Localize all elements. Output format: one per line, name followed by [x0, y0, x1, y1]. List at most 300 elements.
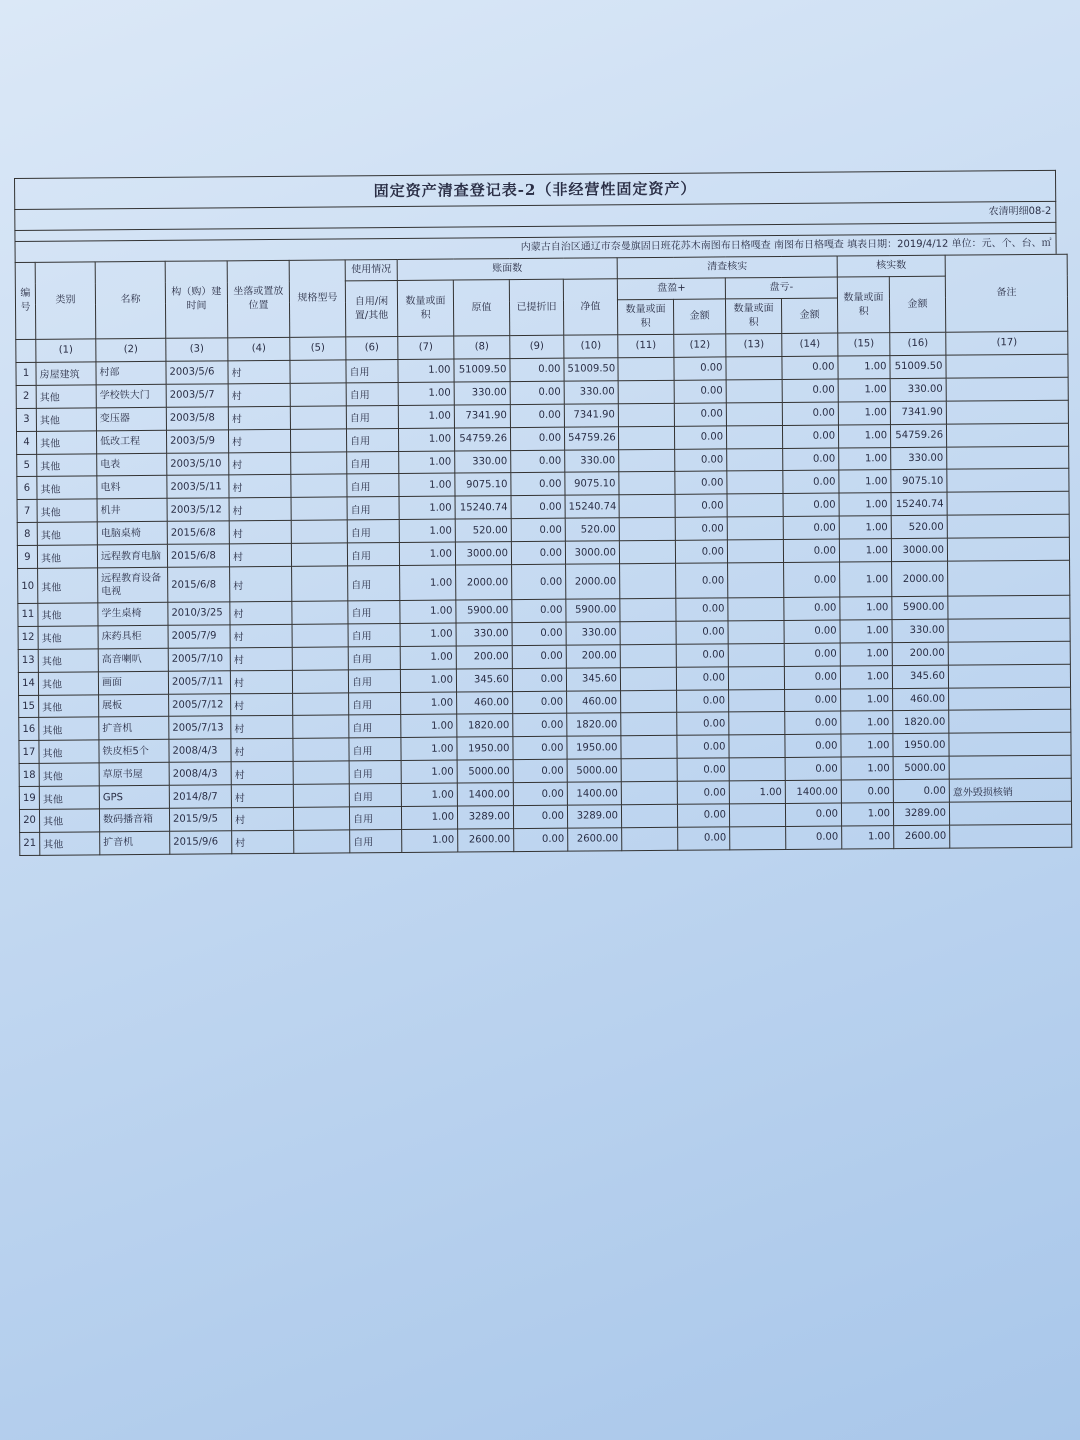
row-number: 8	[17, 523, 37, 546]
book-dep-cell: 0.00	[512, 645, 566, 668]
row-number: 4	[16, 431, 36, 454]
gain-qty-cell	[619, 540, 675, 563]
loss-amt-cell: 0.00	[784, 620, 840, 643]
gain-qty-cell	[621, 736, 677, 759]
ver-amt-cell: 330.00	[892, 619, 948, 642]
book-net-cell: 1400.00	[567, 782, 621, 805]
gain-amt-cell: 0.00	[674, 403, 726, 426]
category-cell: 其他	[37, 522, 97, 545]
remark-cell	[947, 446, 1069, 470]
ver-qty-cell: 1.00	[841, 711, 893, 734]
book-dep-cell: 0.00	[510, 381, 564, 404]
gain-qty-cell	[618, 357, 674, 380]
ver-amt-cell: 7341.90	[890, 401, 946, 424]
location-cell: 村	[229, 521, 291, 544]
header-ver-qty: 数量或面积	[837, 277, 889, 333]
remark-cell: 意外毁损核销	[949, 778, 1071, 802]
usage-cell: 自用	[349, 692, 401, 715]
gain-qty-cell	[621, 804, 677, 827]
location-cell: 村	[228, 383, 290, 406]
row-number: 21	[20, 832, 40, 855]
loss-amt-cell: 0.00	[786, 826, 842, 849]
header-spec: 规格型号	[289, 260, 346, 337]
usage-cell: 自用	[347, 543, 399, 566]
book-orig-cell: 2600.00	[458, 829, 514, 852]
gain-qty-cell	[618, 380, 674, 403]
usage-cell: 自用	[349, 761, 401, 784]
gain-qty-cell	[621, 781, 677, 804]
header-loss-amt: 金额	[781, 298, 837, 333]
book-net-cell: 7341.90	[564, 404, 618, 427]
loss-amt-cell: 0.00	[782, 402, 838, 425]
row-number: 13	[18, 649, 38, 672]
book-qty-cell: 1.00	[398, 382, 454, 405]
loss-qty-cell	[729, 689, 785, 712]
ver-qty-cell: 1.00	[839, 493, 891, 516]
gain-amt-cell: 0.00	[675, 517, 727, 540]
remark-cell	[947, 492, 1069, 516]
book-qty-cell: 1.00	[400, 600, 456, 623]
name-cell: 高音喇叭	[98, 648, 168, 671]
loss-amt-cell: 0.00	[785, 689, 841, 712]
category-cell: 其他	[39, 763, 99, 786]
gain-qty-cell	[619, 518, 675, 541]
location-cell: 村	[229, 543, 291, 566]
book-dep-cell: 0.00	[511, 496, 565, 519]
col-number: (4)	[228, 337, 290, 360]
book-orig-cell: 330.00	[456, 623, 512, 646]
gain-qty-cell	[621, 713, 677, 736]
ver-amt-cell: 15240.74	[891, 493, 947, 516]
book-net-cell: 2600.00	[568, 828, 622, 851]
category-cell: 其他	[37, 476, 97, 499]
usage-cell: 自用	[350, 829, 402, 852]
loss-qty-cell	[726, 379, 782, 402]
book-qty-cell: 1.00	[401, 783, 457, 806]
book-orig-cell: 5900.00	[456, 600, 512, 623]
row-number: 18	[19, 764, 39, 787]
book-qty-cell: 1.00	[400, 669, 456, 692]
category-cell: 其他	[39, 717, 99, 740]
date-cell: 2015/9/6	[170, 831, 232, 854]
book-net-cell: 1950.00	[567, 736, 621, 759]
name-cell: 电料	[97, 476, 167, 499]
header-book-qty: 数量或面积	[397, 280, 453, 336]
name-cell: 扩音机	[99, 717, 169, 740]
book-net-cell: 520.00	[565, 518, 619, 541]
date-cell: 2015/6/8	[167, 521, 229, 544]
location-cell: 村	[230, 624, 292, 647]
name-cell: 电表	[97, 453, 167, 476]
header-gain-qty: 数量或面积	[617, 299, 673, 334]
book-orig-cell: 460.00	[457, 691, 513, 714]
gain-amt-cell: 0.00	[677, 712, 729, 735]
loss-qty-cell	[729, 758, 785, 781]
row-number: 6	[17, 477, 37, 500]
date-cell: 2008/4/3	[169, 762, 231, 785]
header-build-time: 构（购）建时间	[165, 261, 228, 338]
book-qty-cell: 1.00	[400, 565, 456, 600]
row-number: 16	[19, 718, 39, 741]
date-cell: 2015/9/5	[169, 808, 231, 831]
book-qty-cell: 1.00	[399, 451, 455, 474]
gain-amt-cell: 0.00	[678, 827, 730, 850]
date-cell: 2005/7/10	[168, 648, 230, 671]
asset-rows	[16, 354, 1072, 855]
date-cell: 2003/5/6	[166, 361, 228, 384]
book-orig-cell: 1950.00	[457, 737, 513, 760]
remark-cell	[948, 560, 1070, 596]
location-cell: 村	[230, 670, 292, 693]
category-cell: 其他	[38, 568, 98, 603]
ver-qty-cell: 1.00	[840, 642, 892, 665]
loss-qty-cell	[728, 666, 784, 689]
gain-qty-cell	[619, 495, 675, 518]
remark-cell	[950, 824, 1072, 848]
ver-qty-cell: 1.00	[839, 470, 891, 493]
row-number: 17	[19, 741, 39, 764]
location-cell: 村	[228, 406, 290, 429]
header-loss-group: 盘亏-	[725, 277, 837, 299]
book-orig-cell: 2000.00	[456, 565, 512, 600]
ver-amt-cell: 9075.10	[891, 470, 947, 493]
header-usage-group: 使用情况	[345, 259, 397, 280]
name-cell: 学生桌椅	[98, 602, 168, 625]
gain-qty-cell	[620, 598, 676, 621]
row-number: 5	[17, 454, 37, 477]
book-dep-cell: 0.00	[511, 518, 565, 541]
book-dep-cell: 0.00	[511, 473, 565, 496]
row-number: 9	[17, 545, 37, 568]
header-book-dep: 已提折旧	[509, 279, 563, 335]
loss-qty-cell	[727, 448, 783, 471]
loss-qty-cell	[729, 735, 785, 758]
spec-cell	[292, 566, 348, 601]
header-usage: 自用/闲置/其他	[345, 280, 397, 336]
loss-qty-cell	[728, 597, 784, 620]
spec-cell	[294, 830, 350, 853]
gain-qty-cell	[618, 426, 674, 449]
spec-cell	[290, 429, 346, 452]
ver-qty-cell: 1.00	[839, 539, 891, 562]
usage-cell: 自用	[349, 738, 401, 761]
book-qty-cell: 1.00	[399, 496, 455, 519]
loss-qty-cell	[729, 712, 785, 735]
category-cell: 其他	[38, 603, 98, 626]
book-dep-cell: 0.00	[514, 828, 568, 851]
book-qty-cell: 1.00	[398, 405, 454, 428]
header-category: 类别	[35, 262, 96, 339]
name-cell: 草原书屋	[99, 763, 169, 786]
ver-amt-cell: 1820.00	[893, 711, 949, 734]
book-dep-cell: 0.00	[513, 714, 567, 737]
date-cell: 2010/3/25	[168, 602, 230, 625]
gain-amt-cell: 0.00	[677, 689, 729, 712]
book-qty-cell: 1.00	[399, 473, 455, 496]
category-cell: 其他	[39, 740, 99, 763]
ver-amt-cell: 200.00	[892, 642, 948, 665]
gain-amt-cell: 0.00	[675, 540, 727, 563]
ver-qty-cell: 1.00	[840, 665, 892, 688]
loss-qty-cell: 1.00	[729, 781, 785, 804]
remark-cell	[946, 354, 1068, 378]
ver-qty-cell: 1.00	[838, 356, 890, 379]
remark-cell	[948, 641, 1070, 665]
location-cell: 村	[231, 716, 293, 739]
ver-qty-cell: 1.00	[839, 447, 891, 470]
location-cell: 村	[230, 566, 292, 601]
gain-amt-cell: 0.00	[674, 380, 726, 403]
gain-qty-cell	[621, 690, 677, 713]
name-cell: 机井	[97, 499, 167, 522]
name-cell: 电脑桌椅	[97, 522, 167, 545]
name-cell: 村部	[96, 361, 166, 384]
row-number: 15	[19, 695, 39, 718]
loss-amt-cell: 0.00	[782, 379, 838, 402]
date-cell: 2003/5/9	[166, 429, 228, 452]
usage-cell: 自用	[346, 382, 398, 405]
book-orig-cell: 3000.00	[455, 542, 511, 565]
row-number: 7	[17, 500, 37, 523]
asset-table	[15, 254, 1073, 856]
book-orig-cell: 9075.10	[455, 473, 511, 496]
loss-amt-cell: 0.00	[784, 643, 840, 666]
ver-amt-cell: 5000.00	[893, 756, 949, 779]
loss-amt-cell: 0.00	[783, 516, 839, 539]
header-remark: 备注	[945, 254, 1068, 332]
book-dep-cell: 0.00	[511, 450, 565, 473]
gain-qty-cell	[620, 644, 676, 667]
book-dep-cell: 0.00	[510, 404, 564, 427]
header-book-orig: 原值	[453, 280, 509, 336]
remark-cell	[947, 469, 1069, 493]
loss-amt-cell: 0.00	[785, 803, 841, 826]
date-cell: 2003/5/7	[166, 384, 228, 407]
ver-qty-cell: 1.00	[841, 803, 893, 826]
loss-qty-cell	[726, 402, 782, 425]
usage-cell: 自用	[346, 428, 398, 451]
ver-qty-cell: 1.00	[840, 597, 892, 620]
book-dep-cell: 0.00	[510, 427, 564, 450]
book-qty-cell: 1.00	[402, 829, 458, 852]
row-number: 12	[18, 626, 38, 649]
header-ver-amt: 金额	[889, 276, 945, 332]
loss-amt-cell: 0.00	[782, 356, 838, 379]
date-cell: 2003/5/11	[167, 475, 229, 498]
loss-amt-cell: 0.00	[784, 562, 840, 597]
gain-amt-cell: 0.00	[676, 621, 728, 644]
gain-qty-cell	[621, 759, 677, 782]
ver-amt-cell: 2000.00	[892, 561, 948, 596]
date-cell: 2005/7/11	[168, 671, 230, 694]
remark-cell	[946, 423, 1068, 447]
book-dep-cell: 0.00	[513, 737, 567, 760]
spec-cell	[291, 520, 347, 543]
book-dep-cell: 0.00	[511, 541, 565, 564]
col-number: (9)	[510, 335, 564, 358]
book-qty-cell: 1.00	[401, 737, 457, 760]
usage-cell: 自用	[348, 669, 400, 692]
gain-amt-cell: 0.00	[677, 758, 729, 781]
gain-amt-cell: 0.00	[676, 644, 728, 667]
col-number: (1)	[36, 339, 96, 362]
gain-qty-cell	[620, 621, 676, 644]
name-cell: 床药具柜	[98, 625, 168, 648]
gain-qty-cell	[619, 472, 675, 495]
asset-register-sheet	[14, 170, 1061, 856]
ver-qty-cell: 1.00	[841, 688, 893, 711]
loss-qty-cell	[727, 540, 783, 563]
gain-qty-cell	[618, 403, 674, 426]
book-net-cell: 330.00	[564, 381, 618, 404]
book-orig-cell: 200.00	[456, 645, 512, 668]
name-cell: 展板	[99, 694, 169, 717]
category-cell: 其他	[36, 431, 96, 454]
name-cell: 低改工程	[96, 430, 166, 453]
book-dep-cell: 0.00	[512, 599, 566, 622]
loss-amt-cell: 0.00	[784, 597, 840, 620]
ver-qty-cell: 1.00	[841, 734, 893, 757]
remark-cell	[947, 514, 1069, 538]
loss-qty-cell	[727, 517, 783, 540]
date-cell: 2015/6/8	[167, 544, 229, 567]
header-loss-qty: 数量或面积	[725, 298, 781, 333]
header-verified-group: 核实数	[837, 255, 945, 277]
col-number: (11)	[618, 334, 674, 357]
location-cell: 村	[229, 498, 291, 521]
book-orig-cell: 7341.90	[454, 404, 510, 427]
ver-amt-cell: 3000.00	[891, 538, 947, 561]
spec-cell	[293, 738, 349, 761]
loss-qty-cell	[728, 643, 784, 666]
col-number: (10)	[564, 335, 618, 358]
remark-cell	[948, 664, 1070, 688]
book-net-cell: 460.00	[567, 690, 621, 713]
book-net-cell: 5900.00	[566, 599, 620, 622]
book-net-cell: 1820.00	[567, 713, 621, 736]
remark-cell	[948, 595, 1070, 619]
spec-cell	[290, 360, 346, 383]
header-location: 坐落或置放位置	[227, 260, 290, 337]
gain-qty-cell	[622, 827, 678, 850]
location-cell: 村	[231, 807, 293, 830]
remark-cell	[949, 710, 1071, 734]
loss-qty-cell	[729, 803, 785, 826]
spec-cell	[292, 647, 348, 670]
usage-cell: 自用	[347, 520, 399, 543]
category-cell: 其他	[37, 545, 97, 568]
remark-cell	[946, 400, 1068, 424]
book-net-cell: 345.60	[566, 667, 620, 690]
book-net-cell: 2000.00	[566, 564, 620, 599]
usage-cell: 自用	[348, 646, 400, 669]
book-net-cell: 9075.10	[565, 472, 619, 495]
book-qty-cell: 1.00	[400, 623, 456, 646]
gain-amt-cell: 0.00	[675, 494, 727, 517]
book-orig-cell: 15240.74	[455, 496, 511, 519]
loss-qty-cell	[727, 471, 783, 494]
remark-cell	[948, 618, 1070, 642]
spec-cell	[291, 543, 347, 566]
spec-cell	[293, 784, 349, 807]
col-number: (2)	[96, 338, 166, 362]
row-number: 1	[16, 362, 36, 385]
book-qty-cell: 1.00	[399, 542, 455, 565]
category-cell: 其他	[40, 832, 100, 855]
date-cell: 2003/5/12	[167, 498, 229, 521]
ver-amt-cell: 54759.26	[890, 424, 946, 447]
date-cell: 2005/7/12	[169, 693, 231, 716]
loss-amt-cell: 0.00	[785, 711, 841, 734]
col-number: (5)	[290, 337, 346, 360]
gain-amt-cell: 0.00	[674, 426, 726, 449]
location-cell: 村	[229, 452, 291, 475]
book-net-cell: 330.00	[566, 622, 620, 645]
usage-cell: 自用	[349, 715, 401, 738]
location-cell: 村	[231, 739, 293, 762]
book-orig-cell: 330.00	[454, 382, 510, 405]
gain-amt-cell: 0.00	[674, 357, 726, 380]
ver-amt-cell: 5900.00	[892, 596, 948, 619]
book-qty-cell: 1.00	[401, 760, 457, 783]
category-cell: 其他	[38, 626, 98, 649]
book-orig-cell: 520.00	[455, 519, 511, 542]
remark-cell	[949, 755, 1071, 779]
gain-amt-cell: 0.00	[676, 598, 728, 621]
location-cell: 村	[231, 762, 293, 785]
category-cell: 其他	[36, 408, 96, 431]
remark-cell	[949, 733, 1071, 757]
spec-cell	[293, 761, 349, 784]
col-number: (13)	[726, 333, 782, 356]
name-cell: 画面	[98, 671, 168, 694]
ver-amt-cell: 330.00	[890, 378, 946, 401]
gain-amt-cell: 0.00	[675, 471, 727, 494]
header-book-net: 净值	[563, 279, 617, 335]
header-gain-amt: 金额	[673, 299, 725, 334]
row-number: 20	[19, 809, 39, 832]
book-orig-cell: 3289.00	[457, 806, 513, 829]
book-qty-cell: 1.00	[398, 359, 454, 382]
header-gain-group: 盘盈+	[617, 278, 725, 300]
date-cell: 2005/7/9	[168, 625, 230, 648]
ver-amt-cell: 0.00	[893, 779, 949, 802]
spec-cell	[293, 692, 349, 715]
row-number: 3	[16, 408, 36, 431]
spec-cell	[291, 451, 347, 474]
location-cell: 村	[228, 429, 290, 452]
ver-amt-cell: 51009.50	[890, 355, 946, 378]
ver-qty-cell: 1.00	[839, 516, 891, 539]
book-dep-cell: 0.00	[513, 782, 567, 805]
date-cell: 2005/7/13	[169, 716, 231, 739]
loss-qty-cell	[726, 425, 782, 448]
book-dep-cell: 0.00	[512, 564, 566, 599]
name-cell: 变压器	[96, 407, 166, 430]
book-net-cell: 54759.26	[564, 426, 618, 449]
col-number: (7)	[398, 336, 454, 359]
ver-amt-cell: 520.00	[891, 515, 947, 538]
loss-amt-cell: 0.00	[785, 734, 841, 757]
book-qty-cell: 1.00	[401, 806, 457, 829]
loss-amt-cell: 0.00	[783, 448, 839, 471]
usage-cell: 自用	[348, 623, 400, 646]
usage-cell: 自用	[347, 474, 399, 497]
gain-amt-cell: 0.00	[676, 563, 728, 598]
ver-amt-cell: 330.00	[891, 447, 947, 470]
loss-amt-cell: 1400.00	[785, 780, 841, 803]
category-cell: 其他	[37, 499, 97, 522]
